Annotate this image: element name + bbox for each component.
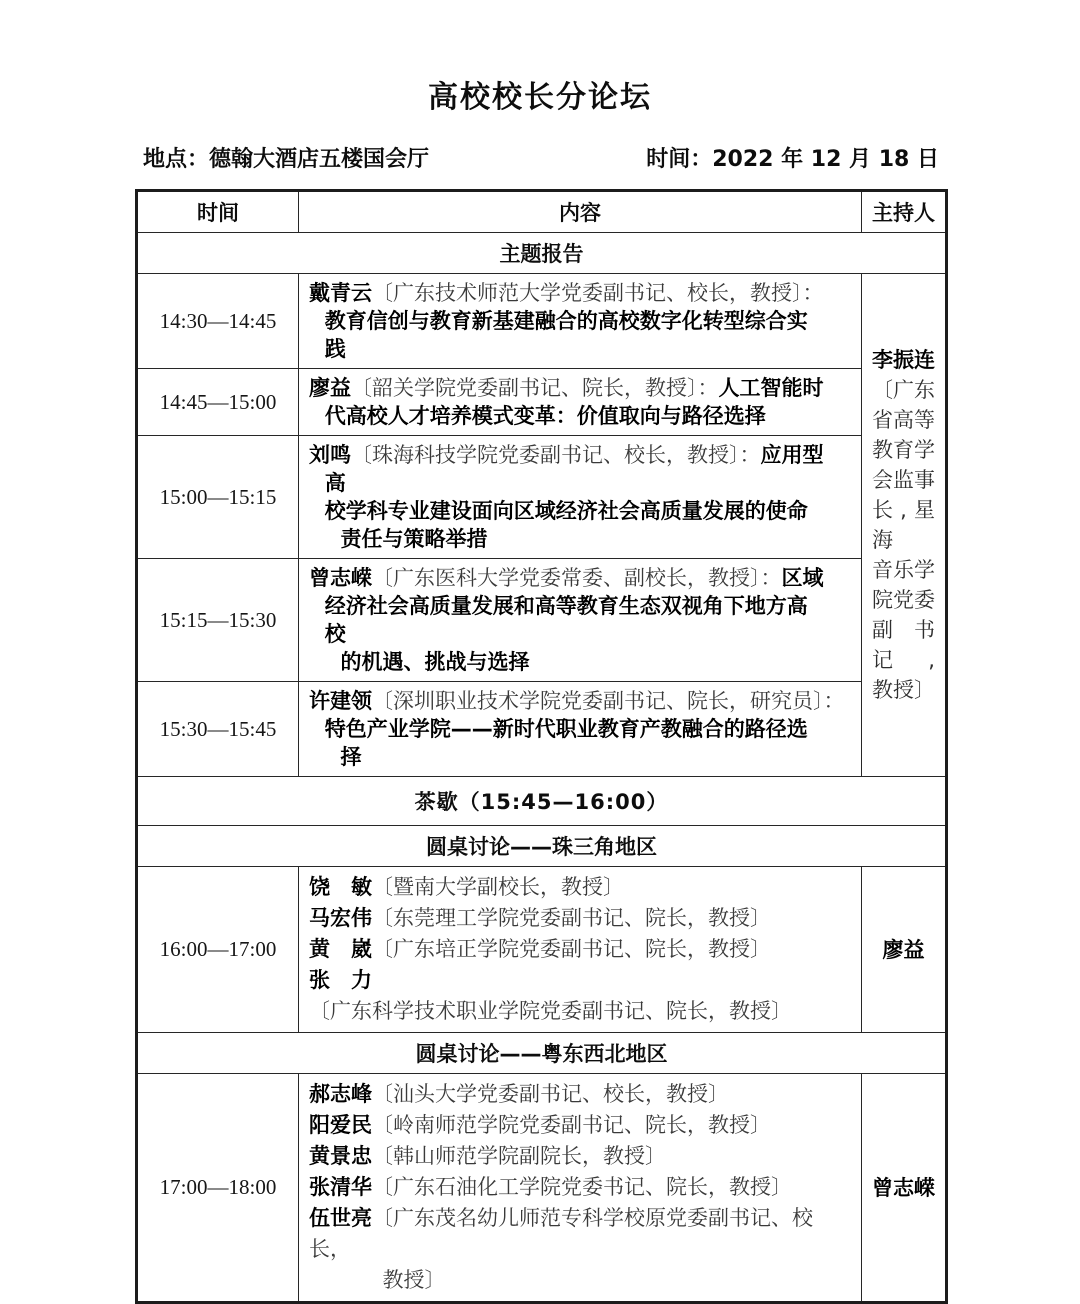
affiliation-text: 〔珠海科技学院党委副书记、校长，教授〕： [351, 443, 761, 467]
host-name-line: 省高等 [872, 408, 935, 432]
content-line [309, 715, 851, 743]
header-row [137, 191, 947, 233]
content-line [309, 1110, 851, 1141]
section-row [137, 233, 947, 274]
content-line [309, 374, 851, 402]
section-row [137, 777, 947, 826]
time-cell: 14:30—14:45 [137, 274, 299, 369]
host-name-line: 廖益 [882, 937, 925, 962]
host-name-line: 音乐学 [872, 558, 935, 582]
column-header-content: 内容 [299, 191, 862, 233]
location-label: 地点：德翰大酒店五楼国会厅 [143, 147, 430, 172]
host-name-line: 副书记, [872, 618, 935, 672]
speaker-name-or-title: 廖益 [309, 376, 351, 400]
content-cell [299, 1074, 862, 1303]
content-line [309, 469, 851, 497]
affiliation-text: 〔汕头大学党委副书记、校长，教授〕 [372, 1082, 729, 1106]
speaker-name-or-title: 马宏伟 [309, 906, 372, 930]
content-line [309, 687, 851, 715]
time-cell: 16:00—17:00 [137, 867, 299, 1033]
affiliation-text: 〔广东技术师范大学党委副书记、校长，教授〕： [372, 281, 824, 305]
speaker-name-or-title: 高 [324, 471, 346, 495]
content-cell [299, 436, 862, 559]
content-line [309, 441, 851, 469]
section-title: 茶歇（15:45—16:00） [137, 777, 947, 826]
meta-row [143, 142, 939, 173]
time-cell: 15:00—15:15 [137, 436, 299, 559]
speaker-name-or-title: 黄 崴 [309, 937, 372, 961]
host-name-line: 曾志嵘 [872, 1175, 935, 1200]
agenda-row [137, 274, 947, 369]
agenda-row [137, 559, 947, 682]
time-cell: 14:45—15:00 [137, 369, 299, 436]
host-cell [862, 274, 947, 777]
speaker-name-or-title: 曾志嵘 [309, 566, 372, 590]
date-label: 时间：2022 年 12 月 18 日 [646, 147, 939, 172]
content-line [309, 1203, 851, 1265]
content-line [309, 965, 851, 1027]
content-line [309, 592, 851, 620]
document-page [135, 0, 945, 1304]
content-cell [299, 867, 862, 1033]
content-cell [299, 369, 862, 436]
speaker-name-or-title: 经济社会高质量发展和高等教育生态双视角下地方高 [324, 594, 808, 618]
speaker-name-or-title: 饶 敏 [309, 875, 372, 899]
speaker-name-or-title: 教育信创与教育新基建融合的高校数字化转型综合实 [324, 309, 808, 333]
host-name-line: 李振连 [872, 348, 935, 372]
content-line [309, 903, 851, 934]
content-line [309, 743, 851, 771]
host-cell [862, 1074, 947, 1303]
affiliation-text: 〔广东科学技术职业学院党委副书记、院长，教授〕 [309, 999, 792, 1023]
host-name-line: 会监事 [872, 468, 935, 492]
agenda-table-body [137, 191, 947, 1303]
column-header-time: 时间 [137, 191, 299, 233]
speaker-name-or-title: 许建领 [309, 689, 372, 713]
content-line [309, 497, 851, 525]
section-title: 圆桌讨论——珠三角地区 [137, 826, 947, 867]
content-line [309, 648, 851, 676]
agenda-row [137, 369, 947, 436]
affiliation-text: 〔东莞理工学院党委副书记、院长，教授〕 [372, 906, 771, 930]
speaker-name-or-title: 的机遇、挑战与选择 [340, 650, 530, 674]
section-title: 圆桌讨论——粤东西北地区 [137, 1033, 947, 1074]
speaker-name-or-title: 责任与策略举措 [340, 527, 488, 551]
content-cell [299, 274, 862, 369]
content-line [309, 872, 851, 903]
section-title: 主题报告 [137, 233, 947, 274]
speaker-name-or-title: 戴青云 [309, 281, 372, 305]
content-line [309, 564, 851, 592]
content-cell [299, 682, 862, 777]
column-header-host: 主持人 [862, 191, 947, 233]
content-line [309, 307, 851, 335]
section-row [137, 826, 947, 867]
content-line [309, 279, 851, 307]
speaker-name-or-title: 校学科专业建设面向区域经济社会高质量发展的使命 [324, 499, 808, 523]
content-line [309, 1265, 851, 1296]
content-line [309, 525, 851, 553]
affiliation-text: 教授〕 [382, 1268, 446, 1292]
content-cell [299, 559, 862, 682]
host-name-line: 教授〕 [872, 678, 935, 702]
speaker-name-or-title: 践 [324, 337, 346, 361]
speaker-name-or-title: 校 [324, 622, 346, 646]
affiliation-text: 〔暨南大学副校长，教授〕 [372, 875, 624, 899]
host-name-line: 〔广东 [872, 378, 935, 402]
agenda-row [137, 867, 947, 1033]
speaker-name-or-title: 应用型 [760, 443, 824, 467]
speaker-name-or-title: 黄景忠 [309, 1144, 372, 1168]
affiliation-text: 〔广东培正学院党委副书记、院长，教授〕 [372, 937, 771, 961]
time-cell: 17:00—18:00 [137, 1074, 299, 1303]
speaker-name-or-title: 特色产业学院——新时代职业教育产教融合的路径选 [324, 717, 808, 741]
agenda-row [137, 436, 947, 559]
speaker-name-or-title: 张 力 [309, 968, 372, 992]
time-cell: 15:15—15:30 [137, 559, 299, 682]
section-row [137, 1033, 947, 1074]
speaker-name-or-title: 伍世亮 [309, 1206, 372, 1230]
agenda-row [137, 682, 947, 777]
host-name-line: 长,星海 [872, 498, 935, 552]
speaker-name-or-title: 代高校人才培养模式变革：价值取向与路径选择 [324, 404, 766, 428]
speaker-name-or-title: 人工智能时 [718, 376, 824, 400]
affiliation-text: 〔韶关学院党委副书记、院长，教授〕： [351, 376, 719, 400]
host-cell [862, 867, 947, 1033]
content-line [309, 620, 851, 648]
content-line [309, 1141, 851, 1172]
content-line [309, 402, 851, 430]
speaker-name-or-title: 郝志峰 [309, 1082, 372, 1106]
content-line [309, 335, 851, 363]
affiliation-text: 〔深圳职业技术学院党委副书记、院长，研究员〕： [372, 689, 845, 713]
speaker-name-or-title: 区域 [781, 566, 824, 590]
content-line [309, 934, 851, 965]
affiliation-text: 〔广东石油化工学院党委书记、院长，教授〕 [372, 1175, 792, 1199]
content-line [309, 1172, 851, 1203]
speaker-name-or-title: 择 [340, 745, 362, 769]
page-title: 高校校长分论坛 [428, 80, 652, 115]
affiliation-text: 〔广东茂名幼儿师范专科学校原党委副书记、校长， [309, 1206, 813, 1261]
agenda-row [137, 1074, 947, 1303]
host-name-line: 教育学 [872, 438, 935, 462]
speaker-name-or-title: 张清华 [309, 1175, 372, 1199]
speaker-name-or-title: 刘鸣 [309, 443, 351, 467]
time-cell: 15:30—15:45 [137, 682, 299, 777]
agenda-table [135, 189, 948, 1304]
speaker-name-or-title: 阳爱民 [309, 1113, 372, 1137]
affiliation-text: 〔韩山师范学院副院长，教授〕 [372, 1144, 666, 1168]
content-line [309, 1079, 851, 1110]
affiliation-text: 〔岭南师范学院党委副书记、院长，教授〕 [372, 1113, 771, 1137]
host-name-line: 院党委 [872, 588, 935, 612]
affiliation-text: 〔广东医科大学党委常委、副校长，教授〕： [372, 566, 782, 590]
